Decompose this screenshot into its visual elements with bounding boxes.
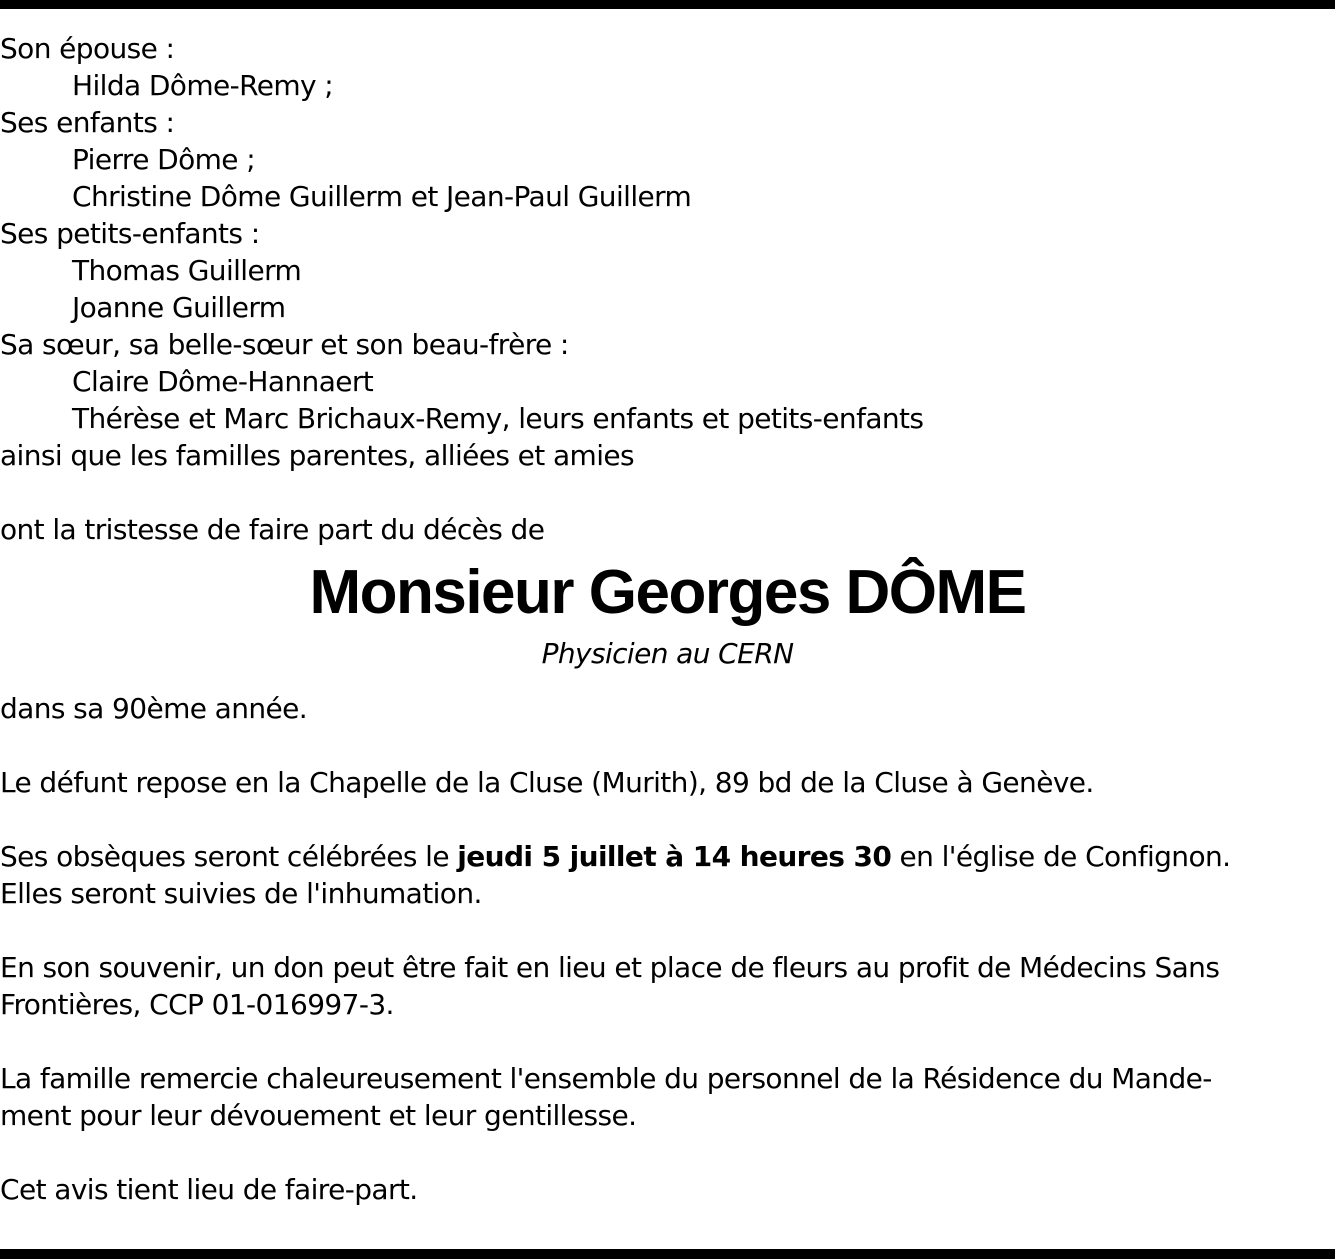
grandchildren-heading: Ses petits-enfants :: [0, 217, 260, 250]
top-border-rule: [0, 0, 1335, 9]
funeral-text-before: Ses obsèques seront célébrées le: [0, 840, 458, 873]
children-heading: Ses enfants :: [0, 106, 175, 139]
spacer: [0, 801, 1335, 838]
child-name: Pierre Dôme ;: [72, 143, 256, 176]
funeral-burial-line: Elles seront suivies de l'inhumation.: [0, 877, 482, 910]
deceased-name: Monsieur Georges DÔME: [309, 558, 1026, 627]
spacer: [0, 1023, 1335, 1060]
funeral-paragraph: [0, 838, 1335, 875]
rest-place-line: Le défunt repose en la Chapelle de la Cluse (Murith), 89 bd de la Cluse à Genève.: [0, 766, 1094, 799]
funeral-datetime: jeudi 5 juillet à 14 heures 30: [457, 840, 892, 873]
age-line: dans sa 90ème année.: [0, 692, 308, 725]
donation-line-2: Frontières, CCP 01-016997-3.: [0, 988, 394, 1021]
closing-line: Cet avis tient lieu de faire-part.: [0, 1173, 418, 1206]
thanks-line-2: ment pour leur dévouement et leur gentillesse.: [0, 1099, 637, 1132]
grandchild-name: Joanne Guillerm: [72, 291, 286, 324]
funeral-text-after: en l'église de Confignon.: [891, 840, 1231, 873]
bottom-border-rule: [0, 1249, 1335, 1259]
grandchild-name: Thomas Guillerm: [72, 254, 302, 287]
sibling-name: Thérèse et Marc Brichaux-Remy, leurs enfants et petits-enfants: [72, 402, 924, 435]
spouse-name: Hilda Dôme-Remy ;: [72, 69, 334, 102]
spacer: [0, 1134, 1335, 1171]
spacer: [0, 912, 1335, 949]
spacer: [0, 727, 1335, 764]
spacer: [0, 474, 1335, 511]
spouse-heading: Son épouse :: [0, 32, 175, 65]
siblings-heading: Sa sœur, sa belle-sœur et son beau-frère :: [0, 328, 569, 361]
relatives-line: ainsi que les familles parentes, alliées et amies: [0, 439, 635, 472]
sibling-name: Claire Dôme-Hannaert: [72, 365, 374, 398]
obituary-notice: [0, 30, 1335, 1208]
donation-line-1: En son souvenir, un don peut être fait en lieu et place de fleurs au profit de Médecins Sans: [0, 951, 1220, 984]
deceased-profession: Physicien au CERN: [541, 637, 794, 670]
child-name: Christine Dôme Guillerm et Jean-Paul Guillerm: [72, 180, 692, 213]
thanks-line-1: La famille remercie chaleureusement l'ensemble du personnel de la Résidence du Mande-: [0, 1062, 1212, 1095]
announcement-line: ont la tristesse de faire part du décès de: [0, 513, 545, 546]
